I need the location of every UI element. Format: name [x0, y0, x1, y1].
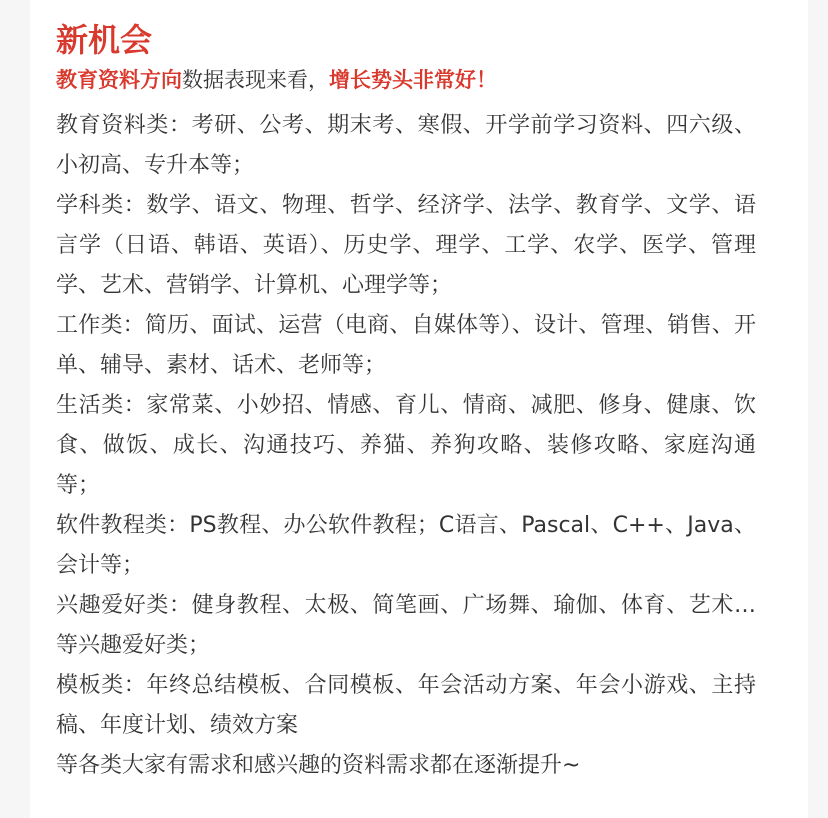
article-title: 新机会: [56, 21, 153, 59]
category-templates: 模板类：年终总结模板、合同模板、年会活动方案、年会小游戏、主持稿、年度计划、绩效方案: [56, 673, 756, 738]
article-content: [56, 14, 756, 786]
article-subtitle: [56, 66, 756, 94]
category-hobbies: 兴趣爱好类：健身教程、太极、简笔画、广场舞、瑜伽、体育、艺术…等兴趣爱好类；: [56, 593, 756, 658]
category-life: 生活类：家常菜、小妙招、情感、育儿、情商、减肥、修身、健康、饮食、做饭、成长、沟通技巧、养猫、养狗攻略、装修攻略、家庭沟通等；: [56, 393, 756, 498]
category-software-tutorials: 软件教程类：PS教程、办公软件教程；C语言、Pascal、C++、Java、会计等；: [56, 513, 756, 578]
category-work: 工作类：简历、面试、运营（电商、自媒体等）、设计、管理、销售、开单、辅导、素材、话术、老师等；: [56, 313, 756, 378]
closing-text: 等各类大家有需求和感兴趣的资料需求都在逐渐提升~: [56, 753, 581, 778]
category-education-materials: 教育资料类：考研、公考、期末考、寒假、开学前学习资料、四六级、小初高、专升本等；: [56, 113, 756, 178]
subtitle-middle-text: 数据表现来看，: [182, 68, 329, 92]
subtitle-highlight-growth: 增长势头非常好！: [329, 68, 497, 92]
category-academic-subjects: 学科类：数学、语文、物理、哲学、经济学、法学、教育学、文学、语言学（日语、韩语、英语）、历史学、理学、工学、农学、医学、管理学、艺术、营销学、计算机、心理学等；: [56, 193, 756, 298]
subtitle-highlight-education: 教育资料方向: [56, 68, 182, 92]
